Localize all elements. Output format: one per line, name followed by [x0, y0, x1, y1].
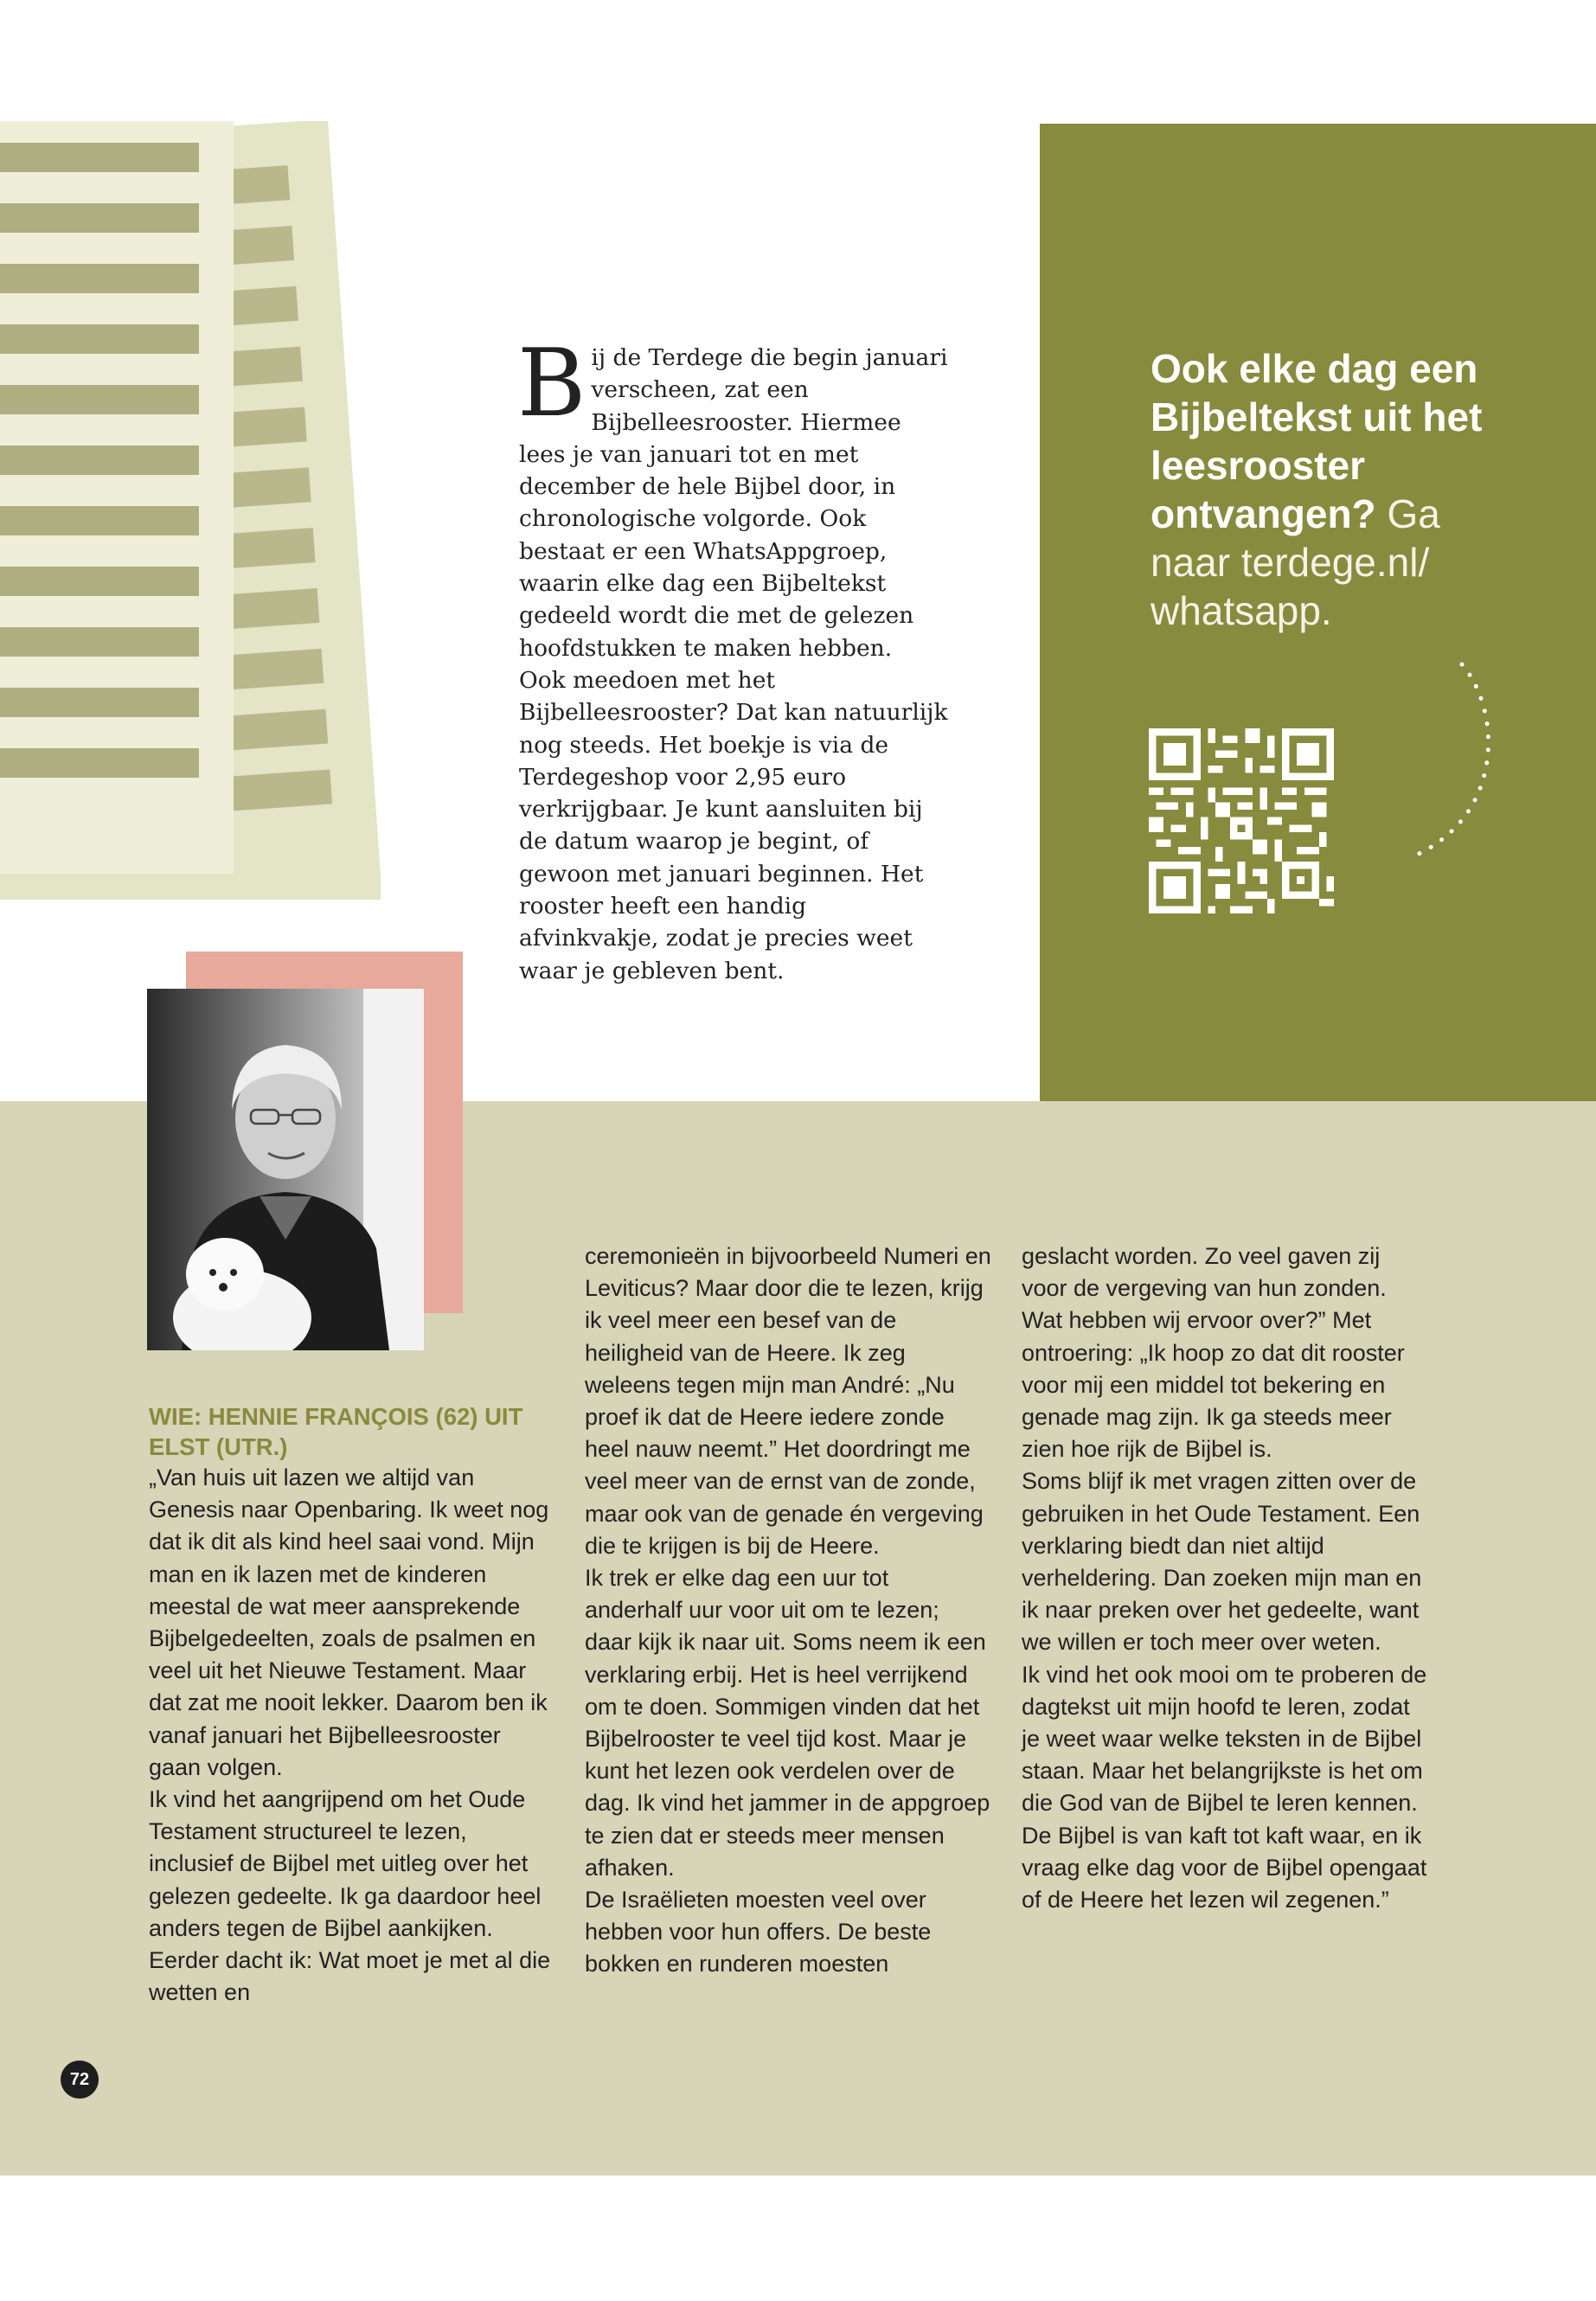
body-paragraph: Ik vind het aangrijpend om het Oude Testament structureel te lezen, inclusief de Bijbel met uitleg over het gelezen gedeelte. Ik ga daardoor heel anders tegen de Bijbel aankijken. Eerder dacht ik: Wat moet je met al die wetten en	[149, 1786, 551, 2006]
interview-column-2	[585, 1240, 991, 1981]
promo-heading: Ook elke dag een Bijbeltekst uit het leesrooster ontvangen?	[1151, 346, 1483, 536]
page-number-badge: 72	[61, 2061, 99, 2099]
promo-text	[1151, 344, 1497, 635]
dotted-arrow-icon	[1401, 657, 1505, 874]
drop-cap: B	[517, 330, 586, 438]
intro-text	[517, 330, 952, 987]
promo-link-text[interactable]: Ga naar terdege.nl/ whatsapp.	[1151, 491, 1440, 633]
striped-sheets-illustration	[0, 121, 381, 900]
body-paragraph: De Israëlieten moesten veel over hebben voor hun offers. De beste bokken en runderen moesten	[585, 1887, 932, 1977]
body-paragraph: Ik vind het ook mooi om te proberen de dagtekst uit mijn hoofd te leren, zodat je weet waar welke teksten in de Bijbel staan. Maar het belangrijkste is het om die God van de Bijbel te leren kennen. De Bijbel is van kaft tot kaft waar, en ik vraag elke dag voor de Bijbel opengaat of de Heere het lezen wil zegenen.”	[1022, 1661, 1427, 1913]
portrait-illustration	[147, 989, 424, 1350]
qr-code-icon[interactable]	[1149, 728, 1334, 913]
interview-column-1	[149, 1401, 555, 2009]
portrait-photo	[147, 989, 424, 1350]
body-paragraph: Ik trek er elke dag een uur tot anderhalf uur voor uit om te lezen; daar kijk ik naar uit. Soms neem ik een verklaring erbij. Het is heel verrijkend om te doen. Sommigen vinden dat het Bijbelrooster te veel tijd kost. Maar je kunt het lezen ook verdelen over de dag. Ik vind het jammer in de appgroep te zien dat er steeds meer mensen afhaken.	[585, 1565, 990, 1881]
interviewee-name: WIE: HENNIE FRANÇOIS (62) UIT ELST (UTR.)	[149, 1403, 523, 1460]
interview-column-3	[1022, 1240, 1428, 1916]
body-paragraph: ceremonieën in bijvoorbeeld Numeri en Leviticus? Maar door die te lezen, krijg ik veel meer een besef van de heiligheid van de Heere. Ik zeg weleens tegen mijn man André: „Nu proef ik dat de Heere iedere zonde heel nauw neemt.” Het doordringt me veel meer van de ernst van de zonde, maar ook van de genade én vergeving die te krijgen is bij de Heere.	[585, 1243, 991, 1559]
body-paragraph: geslacht worden. Zo veel gaven zij voor de vergeving van hun zonden. Wat hebben wij ervoor over?” Met ontroering: „Ik hoop zo dat dit rooster voor mij een middel tot bekering en genade mag zijn. Ik ga steeds meer zien hoe rijk de Bijbel is.	[1022, 1243, 1405, 1463]
intro-paragraph: Ook meedoen met het Bijbelleesrooster? Dat kan natuurlijk nog steeds. Het boekje is via de Terdegeshop voor 2,95 euro verkrijgbaar. Je kunt aansluiten bij de datum waarop je begint, of gewoon met januari beginnen. Het rooster heeft een handig afvinkvakje, zodat je precies weet waar je gebleven bent.	[519, 666, 948, 984]
intro-paragraph: ij de Terdege die begin januari verscheen, zat een Bijbelleesrooster. Hiermee lees je van januari tot en met december de hele Bijbel door, in chronologische volgorde. Ook bestaat er een WhatsAppgroep, waarin elke dag een Bijbeltekst gedeeld wordt die met de gelezen hoofdstukken te maken hebben.	[519, 344, 948, 662]
body-paragraph: „Van huis uit lazen we altijd van Genesis naar Openbaring. Ik weet nog dat ik dit als kind heel saai vond. Mijn man en ik lazen met de kinderen meestal de wat meer aansprekende Bijbelgedeelten, zoals de psalmen en veel uit het Nieuwe Testament. Maar dat zat me nooit lekker. Daarom ben ik vanaf januari het Bijbelleesrooster gaan volgen.	[149, 1465, 549, 1780]
body-paragraph: Soms blijf ik met vragen zitten over de gebruiken in het Oude Testament. Een verklaring biedt dan niet altijd verheldering. Dan zoeken mijn man en ik naar preken over het gedeelte, want we willen er toch meer over weten.	[1022, 1468, 1422, 1656]
